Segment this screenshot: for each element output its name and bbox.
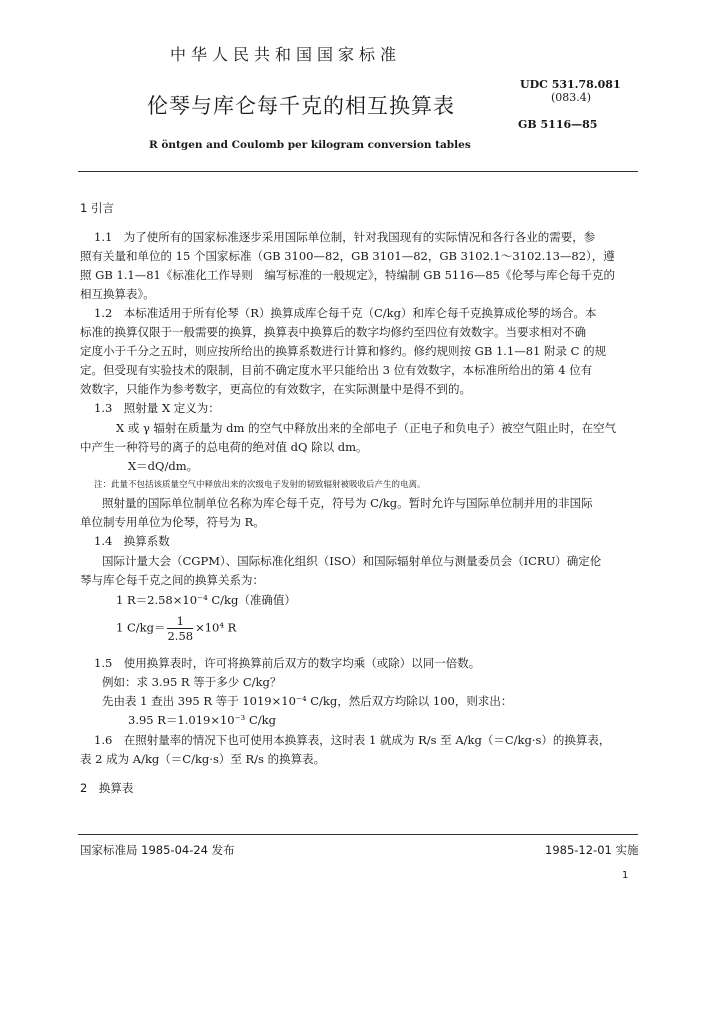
text-line: 1.5 使用换算表时，许可将换算前后双方的数字均乘（或除）以同一倍数。: [94, 656, 481, 670]
text-line: X 或 γ 辐射在质量为 dm 的空气中释放出来的全部电子（正电子和负电子）被空气阻止时，在空气: [116, 421, 617, 435]
gb-number: GB 5116—85: [518, 118, 598, 131]
text-line: 琴与库仑每千克之间的换算关系为：: [80, 573, 264, 587]
issue-date: 国家标准局 1985-04-24 发布: [80, 843, 235, 857]
text-line: 照有关量和单位的 15 个国家标准（GB 3100—82，GB 3101—82，GB 3102.1～3102.13—82），遵: [80, 249, 615, 263]
text-line: 定。但受现有实验技术的限制，目前不确定度水平只能给出 3 位有效数字，本标准所给出的第 4 位有: [80, 363, 593, 377]
udc-code-sub: (083.4): [551, 91, 592, 104]
paragraph-1-6: [80, 731, 640, 769]
fraction-numerator: 1: [167, 614, 193, 629]
paragraph-1-5: [80, 654, 640, 730]
section-1-heading: 1 引言: [80, 201, 114, 215]
english-title: R öntgen and Coulomb per kilogram conversion tables: [149, 139, 471, 151]
page-number: 1: [622, 870, 629, 881]
text-line: 表 2 成为 A/kg（＝C/kg·s）至 R/s 的换算表。: [80, 752, 326, 766]
paragraph-unit: [80, 494, 640, 532]
fraction: [167, 614, 193, 643]
paragraph-1-4-body: [80, 552, 640, 590]
text-line: 3.95 R＝1.019×10⁻³ C/kg: [128, 713, 276, 727]
text-line: 例如：求 3.95 R 等于多少 C/kg？: [102, 675, 282, 689]
text-line: 定度小于千分之五时，则应按所给出的换算系数进行计算和修约。修约规则按 GB 1.1—81 附录 C 的规: [80, 344, 607, 358]
paragraph-1-3-body: [80, 419, 640, 457]
udc-code: UDC 531.78.081: [520, 78, 621, 91]
national-standard-header: 中华人民共和国国家标准: [170, 45, 402, 64]
formula-exposure: X＝dQ/dm。: [128, 459, 199, 473]
text-line: 中产生一种符号的离子的总电荷的绝对值 dQ 除以 dm。: [80, 440, 368, 454]
text-line: 单位制专用单位为伦琴，符号为 R。: [80, 515, 265, 529]
formula-right: ×10⁴ R: [195, 620, 237, 635]
fraction-denominator: 2.58: [167, 629, 194, 643]
text-line: 先由表 1 查出 395 R 等于 1019×10⁻⁴ C/kg，然后双方均除以 100，则求出：: [102, 694, 513, 708]
footer-divider: [78, 834, 638, 835]
paragraph-1-2: [80, 304, 640, 399]
paragraph-1-1: [80, 228, 640, 304]
header-divider: [78, 171, 638, 172]
text-line: 国际计量大会（CGPM）、国际标准化组织（ISO）和国际辐射单位与测量委员会（ICRU）确定伦: [102, 554, 602, 568]
section-2-heading: 2 换算表: [80, 781, 134, 795]
text-line: 1.6 在照射量率的情况下也可使用本换算表，这时表 1 就成为 R/s 至 A/kg（＝C/kg·s）的换算表，: [94, 733, 611, 747]
text-line: 相互换算表》。: [80, 287, 155, 301]
paragraph-1-4-heading: 1.4 换算系数: [94, 534, 170, 548]
text-line: 照 GB 1.1—81《标准化工作导则 编写标准的一般规定》，特编制 GB 5116—85《伦琴与库仑每千克的: [80, 268, 615, 282]
formula-r-to-ckg: 1 R＝2.58×10⁻⁴ C/kg（准确值）: [116, 593, 296, 607]
effective-date: 1985-12-01 实施: [545, 843, 639, 857]
formula-ckg-to-r: [116, 614, 236, 643]
text-line: 1.2 本标准适用于所有伦琴（R）换算成库仑每千克（C/kg）和库仑每千克换算成伦琴的场合。本: [94, 306, 597, 320]
text-line: 1.1 为了使所有的国家标准逐步采用国际单位制，针对我国现有的实际情况和各行各业的需要，参: [94, 230, 596, 244]
formula-left: 1 C/kg＝: [116, 620, 166, 635]
text-line: 照射量的国际单位制单位名称为库仑每千克，符号为 C/kg。暂时允许与国际单位制并用的非国际: [102, 496, 593, 510]
text-line: 效数字，只能作为参考数字，更高位的有效数字，在实际测量中是得不到的。: [80, 382, 471, 396]
paragraph-1-3-heading: 1.3 照射量 X 定义为：: [94, 401, 220, 415]
document-title: 伦琴与库仑每千克的相互换算表: [147, 94, 455, 118]
text-line: 标准的换算仅限于一般需要的换算，换算表中换算后的数字均修约至四位有效数字。当要求相对不确: [80, 325, 586, 339]
note-text: 注：此量不包括该质量空气中释放出来的次级电子发射的韧致辐射被吸收后产生的电离。: [94, 480, 426, 490]
